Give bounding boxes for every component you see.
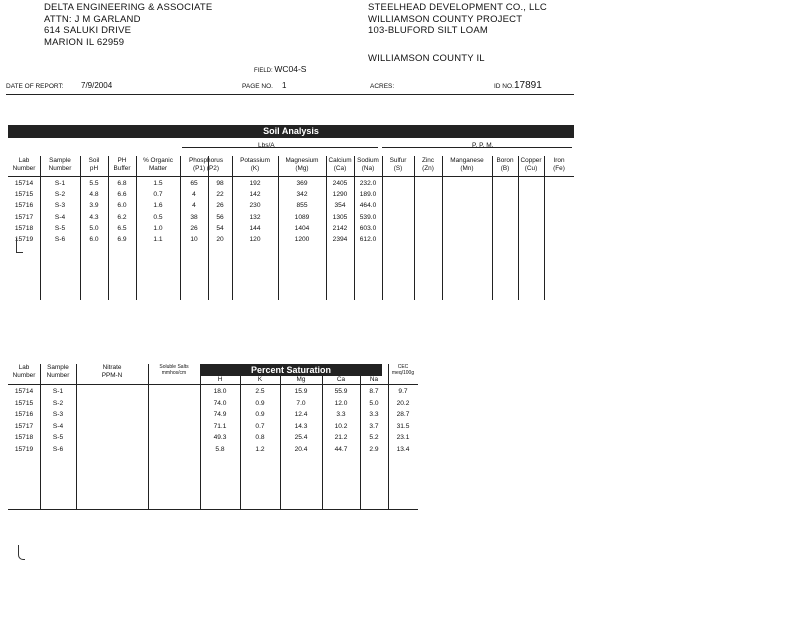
soil-cell: 20 <box>216 236 224 243</box>
client-line: ATTN: J M GARLAND <box>44 13 141 25</box>
column-header-line: Lab <box>18 364 30 371</box>
soil-cell: 26 <box>190 224 198 232</box>
soil-cell: 4 <box>192 191 196 199</box>
saturation-bottom-rule <box>8 509 418 510</box>
column-header-unit: (Zn) <box>422 165 434 172</box>
soil-cell: 2405 <box>332 180 348 187</box>
saturation-column-header <box>280 376 322 384</box>
soil-cell: 612.0 <box>359 236 377 243</box>
column-header-unit: (K) <box>250 165 260 172</box>
soil-column-header <box>40 157 80 173</box>
soil-cell: 65 <box>190 180 198 187</box>
saturation-cell: 28.7 <box>396 411 410 419</box>
saturation-cell: 49.3 <box>213 434 227 442</box>
saturation-cell: 15718 <box>14 434 34 442</box>
saturation-column-divider <box>76 364 77 510</box>
percent-saturation-table <box>8 362 418 510</box>
soil-cell: 6.8 <box>117 180 127 187</box>
saturation-cell: 21.2 <box>334 434 348 442</box>
column-header-unit: Ca <box>336 376 346 383</box>
saturation-cell: S-5 <box>52 434 64 442</box>
saturation-cell: 55.9 <box>334 388 348 395</box>
soil-cell: 1290 <box>332 191 348 199</box>
saturation-cell: 15715 <box>14 399 34 407</box>
soil-cell: 189.0 <box>359 191 377 199</box>
saturation-cell: 2.9 <box>369 446 379 453</box>
meta-underline <box>6 94 574 95</box>
saturation-column-header <box>200 376 240 384</box>
soil-column-header <box>80 157 108 173</box>
column-header-unit: (B) <box>500 165 510 172</box>
soil-cell: 6.2 <box>117 213 127 221</box>
date-value: 7/9/2004 <box>81 81 113 90</box>
saturation-cell: 15717 <box>14 422 34 430</box>
column-header-line: Nitrate <box>102 364 122 371</box>
soil-header-rule <box>8 176 574 177</box>
column-header-line: Magnesium <box>285 157 319 164</box>
saturation-cell: S-2 <box>52 399 64 407</box>
soil-cell: 369 <box>296 180 308 187</box>
saturation-cell: 0.8 <box>255 434 265 442</box>
soil-cell: S-3 <box>54 202 66 210</box>
saturation-cell: S-1 <box>52 388 64 395</box>
saturation-header-rule <box>8 384 418 385</box>
soil-cell: 15715 <box>14 191 34 199</box>
id-caption: ID NO. <box>494 83 514 90</box>
saturation-column-divider <box>322 376 323 510</box>
saturation-cell: 0.7 <box>255 422 265 430</box>
saturation-cell: S-6 <box>52 446 64 453</box>
saturation-column-divider <box>148 364 149 510</box>
soil-cell: 1.0 <box>153 224 163 232</box>
saturation-cell: 25.4 <box>294 434 308 442</box>
saturation-cell: 18.0 <box>213 388 227 395</box>
column-header-line: Soluble Salts <box>159 364 189 370</box>
field-caption: FIELD: <box>254 68 273 74</box>
project-info <box>368 2 547 37</box>
saturation-cell: 3.7 <box>369 422 379 430</box>
column-header-line: Manganese <box>450 157 484 164</box>
column-header-unit: (Mg) <box>295 165 309 172</box>
soil-cell: 4.3 <box>89 213 99 221</box>
lbs-arrow <box>182 147 378 148</box>
soil-column-divider <box>382 156 383 300</box>
project-line: WILLIAMSON COUNTY PROJECT <box>368 13 523 25</box>
soil-column-header <box>232 157 278 173</box>
soil-cell: 2394 <box>332 236 348 243</box>
soil-cell: 6.9 <box>117 236 127 243</box>
saturation-cell: 0.9 <box>255 411 265 419</box>
saturation-cell: 74.9 <box>213 411 227 419</box>
column-header-unit: (Mn) <box>460 165 474 172</box>
county-label: WILLIAMSON COUNTY IL <box>368 53 485 64</box>
soil-column-header <box>414 157 442 173</box>
field-label <box>254 64 306 74</box>
saturation-cell: 31.5 <box>396 422 410 430</box>
soil-cell: S-6 <box>54 236 66 243</box>
column-header-line: Boron <box>496 157 514 164</box>
soil-cell: 232.0 <box>359 180 377 187</box>
soil-cell: 354 <box>334 202 346 210</box>
column-header-unit: (S) <box>393 165 403 172</box>
soil-cell: 56 <box>216 213 224 221</box>
saturation-cell: 5.0 <box>369 399 379 407</box>
saturation-column-divider <box>280 376 281 510</box>
column-header-unit: Buffer <box>113 165 131 172</box>
saturation-cell: 12.0 <box>334 399 348 407</box>
soil-cell: 54 <box>216 224 224 232</box>
soil-cell: 15716 <box>14 202 34 210</box>
saturation-column-header <box>322 376 360 384</box>
saturation-column-header <box>76 364 148 380</box>
saturation-column-header <box>388 364 418 376</box>
column-header-unit: (Ca) <box>333 165 347 172</box>
soil-cell: S-1 <box>54 180 66 187</box>
soil-column-header <box>492 157 518 173</box>
saturation-cell: 71.1 <box>213 422 227 430</box>
column-header-unit: Number <box>48 165 72 172</box>
soil-cell: 539.0 <box>359 213 377 221</box>
saturation-cell: 2.5 <box>255 388 265 395</box>
soil-column-header <box>382 157 414 173</box>
soil-column-divider <box>518 156 519 300</box>
column-header-unit: (Cu) <box>524 165 538 172</box>
soil-cell: 98 <box>216 180 224 187</box>
soil-cell: 3.9 <box>89 202 99 210</box>
saturation-cell: S-4 <box>52 422 64 430</box>
saturation-cell: 74.0 <box>213 399 227 407</box>
saturation-cell: 44.7 <box>334 446 348 453</box>
soil-cell: 15719 <box>14 236 34 243</box>
soil-cell: 855 <box>296 202 308 210</box>
bracket-mark <box>18 545 25 560</box>
date-caption: DATE OF REPORT: <box>6 83 64 90</box>
soil-cell: 0.7 <box>153 191 163 199</box>
client-line: MARION IL 62959 <box>44 36 125 48</box>
saturation-column-header <box>360 376 388 384</box>
percent-saturation-title: Percent Saturation <box>250 365 332 375</box>
soil-analysis-table <box>8 150 574 300</box>
column-header-unit: (P1) (P2) <box>193 165 219 172</box>
soil-column-header <box>518 157 544 173</box>
saturation-cell: 14.3 <box>294 422 308 430</box>
acres-caption: ACRES: <box>370 83 395 90</box>
soil-column-header <box>180 157 232 173</box>
page-value: 1 <box>282 81 287 90</box>
saturation-cell: 12.4 <box>294 411 308 419</box>
ppm-arrow <box>382 147 572 148</box>
soil-cell: 1305 <box>332 213 348 221</box>
soil-cell: 1404 <box>294 224 310 232</box>
column-header-line: PH <box>117 157 127 164</box>
saturation-cell: 3.3 <box>369 411 379 419</box>
soil-cell: 342 <box>296 191 308 199</box>
soil-cell: S-5 <box>54 224 66 232</box>
saturation-column-divider <box>200 376 201 510</box>
column-header-line: Sample <box>47 364 69 371</box>
soil-cell: 6.6 <box>117 191 127 199</box>
column-header-line: Phosphorus <box>188 157 224 164</box>
saturation-cell: 1.2 <box>255 446 265 453</box>
column-header-unit: pH <box>89 165 99 172</box>
column-header-unit: H <box>217 376 223 383</box>
column-header-unit: Number <box>46 372 70 379</box>
saturation-cell: 15719 <box>14 446 34 453</box>
soil-cell: 192 <box>249 180 261 187</box>
soil-column-header <box>8 157 40 173</box>
column-header-line: Soil <box>88 157 100 164</box>
saturation-cell: 10.2 <box>334 422 348 430</box>
column-header-line: Sulfur <box>389 157 407 164</box>
soil-cell: 1.1 <box>153 236 163 243</box>
page-caption: PAGE NO. <box>242 83 273 90</box>
id-value: 17891 <box>514 80 542 91</box>
saturation-cell: 5.2 <box>369 434 379 442</box>
column-header-unit: Number <box>12 372 36 379</box>
project-line: 103-BLUFORD SILT LOAM <box>368 25 488 36</box>
column-header-line: % Organic <box>143 157 173 164</box>
soil-column-header <box>136 157 180 173</box>
saturation-cell: 3.3 <box>336 411 346 419</box>
column-header-line: Sample <box>49 157 71 164</box>
column-header-unit: Matter <box>148 165 168 172</box>
soil-cell: 26 <box>216 202 224 210</box>
soil-cell: 6.0 <box>89 236 99 243</box>
column-header-unit: Number <box>12 165 36 172</box>
column-header-unit: Mg <box>296 376 306 383</box>
soil-cell: 142 <box>249 191 261 199</box>
soil-cell: 230 <box>249 202 261 210</box>
soil-cell: 120 <box>249 236 261 243</box>
soil-cell: 5.5 <box>89 180 99 187</box>
saturation-cell: 20.4 <box>294 446 308 453</box>
saturation-cell: 20.2 <box>396 399 410 407</box>
bracket-mark <box>16 238 23 253</box>
field-value: WC04-S <box>274 64 307 74</box>
column-header-line: Iron <box>553 157 565 164</box>
column-header-unit: mmhos/cm <box>161 370 187 376</box>
soil-cell: 6.5 <box>117 224 127 232</box>
saturation-column-divider <box>240 376 241 510</box>
ppm-label: P. P. M. <box>472 142 494 149</box>
column-header-unit: (Na) <box>361 165 375 172</box>
column-header-unit: (Fe) <box>553 165 565 172</box>
report-meta-row <box>6 81 576 93</box>
soil-column-header <box>278 157 326 173</box>
column-header-line: Zinc <box>421 157 435 164</box>
column-header-line: Copper <box>520 157 542 164</box>
soil-cell: 6.0 <box>117 202 127 210</box>
column-header-line: Calcium <box>328 157 352 164</box>
project-line: STEELHEAD DEVELOPMENT CO., LLC <box>368 2 547 13</box>
soil-cell: 132 <box>249 213 261 221</box>
saturation-cell: 7.0 <box>296 399 306 407</box>
soil-column-divider <box>442 156 443 300</box>
soil-cell: 38 <box>190 213 198 221</box>
lbs-label: Lbs/A <box>258 142 275 149</box>
saturation-column-header <box>8 364 40 380</box>
saturation-column-header <box>148 364 200 376</box>
soil-cell: 15714 <box>14 180 34 187</box>
soil-cell: 15717 <box>14 213 34 221</box>
column-header-line: Sodium <box>357 157 379 164</box>
saturation-cell: 15.9 <box>294 388 308 395</box>
saturation-column-header <box>240 376 280 384</box>
client-line: 614 SALUKI DRIVE <box>44 25 132 36</box>
soil-cell: 1089 <box>294 213 310 221</box>
saturation-cell: 13.4 <box>396 446 410 453</box>
soil-cell: 144 <box>249 224 261 232</box>
soil-cell: 22 <box>216 191 224 199</box>
saturation-cell: 8.7 <box>369 388 379 395</box>
column-header-unit: PPM-N <box>101 372 123 379</box>
soil-cell: 1200 <box>294 236 310 243</box>
saturation-column-header <box>40 364 76 380</box>
saturation-cell: 0.9 <box>255 399 265 407</box>
soil-cell: 2142 <box>332 224 348 232</box>
soil-column-header <box>442 157 492 173</box>
soil-column-divider <box>414 156 415 300</box>
column-header-line: Lab <box>18 157 30 164</box>
saturation-cell: 15716 <box>14 411 34 419</box>
saturation-column-divider <box>360 376 361 510</box>
soil-cell: 464.0 <box>359 202 377 210</box>
soil-column-divider <box>492 156 493 300</box>
soil-column-header <box>108 157 136 173</box>
saturation-cell: 23.1 <box>396 434 410 442</box>
saturation-cell: S-3 <box>52 411 64 419</box>
soil-cell: 5.0 <box>89 224 99 232</box>
soil-column-divider <box>544 156 545 300</box>
column-header-unit: K <box>257 376 263 383</box>
saturation-cell: 5.8 <box>215 446 225 453</box>
soil-column-header <box>326 157 354 173</box>
soil-cell: 10 <box>190 236 198 243</box>
saturation-cell: 9.7 <box>398 388 408 395</box>
soil-cell: S-4 <box>54 213 66 221</box>
soil-cell: 15718 <box>14 224 34 232</box>
soil-cell: 603.0 <box>359 224 377 232</box>
soil-cell: 0.5 <box>153 213 163 221</box>
soil-cell: 1.5 <box>153 180 163 187</box>
soil-cell: 1.6 <box>153 202 163 210</box>
saturation-cell: 15714 <box>14 388 34 395</box>
client-line: DELTA ENGINEERING & ASSOCIATE <box>44 2 213 13</box>
column-header-line: Potassium <box>240 157 270 164</box>
column-header-line: CEC <box>397 364 409 370</box>
client-address <box>44 2 212 48</box>
soil-column-header <box>544 157 574 173</box>
column-header-unit: Na <box>369 376 379 383</box>
column-header-unit: meq/100g <box>391 370 415 376</box>
soil-analysis-title: Soil Analysis <box>263 126 319 136</box>
soil-cell: 4 <box>192 202 196 210</box>
soil-cell: 4.8 <box>89 191 99 199</box>
soil-column-header <box>354 157 382 173</box>
soil-cell: S-2 <box>54 191 66 199</box>
soil-analysis-banner <box>8 125 574 138</box>
